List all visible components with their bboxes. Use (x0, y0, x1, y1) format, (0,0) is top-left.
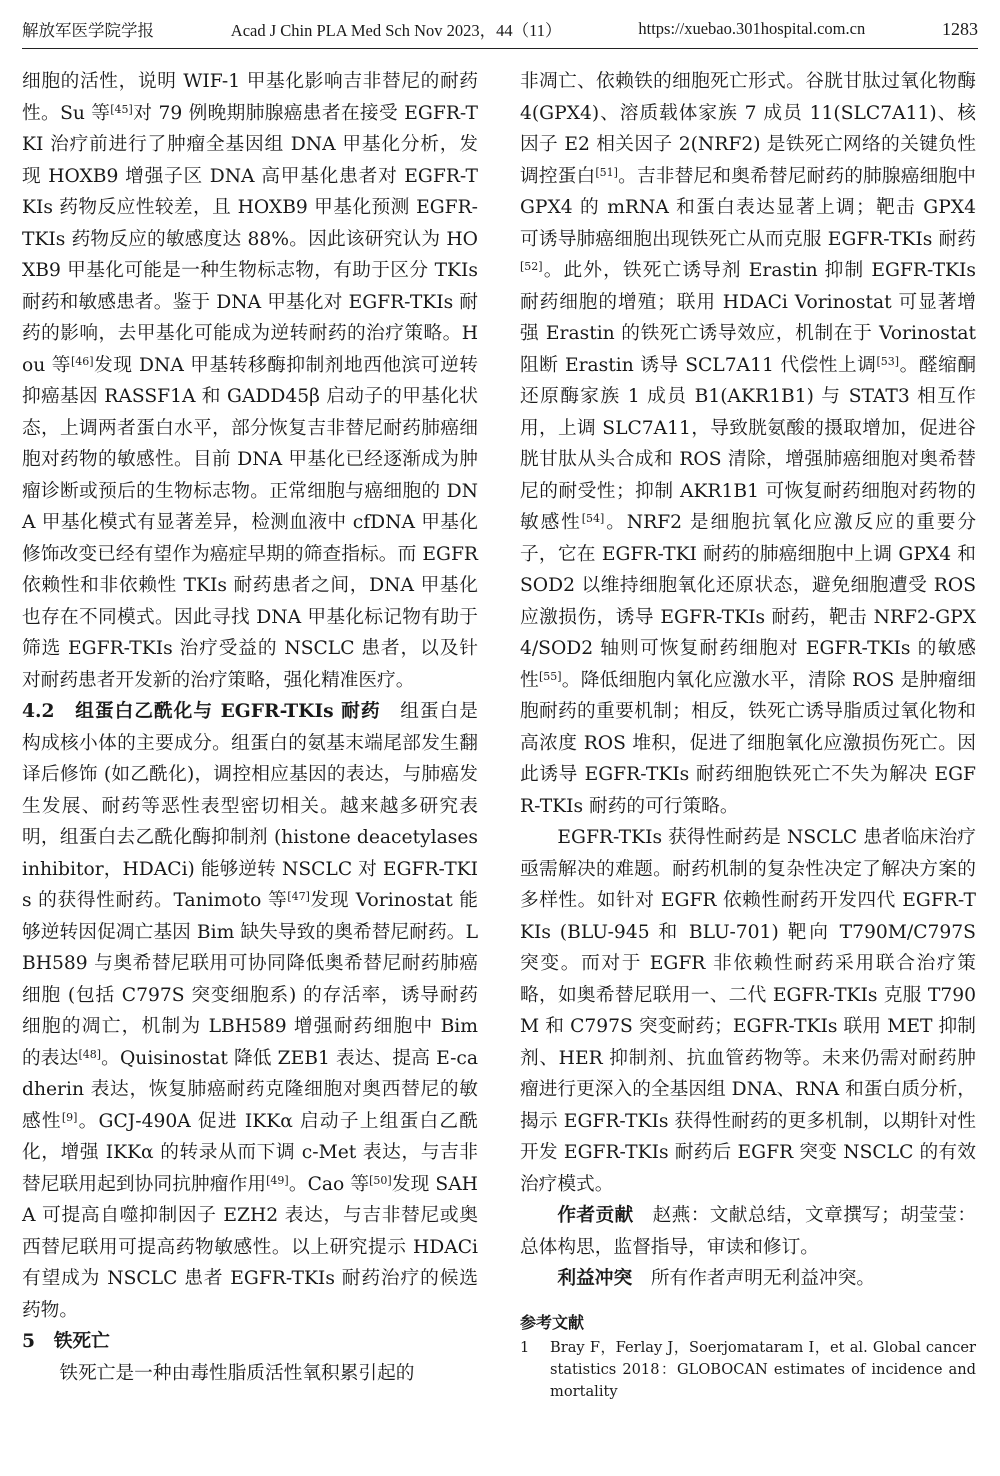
citation-45[interactable]: [45] (110, 102, 133, 116)
citation-46[interactable]: [46] (70, 354, 94, 368)
page-number: 1283 (942, 18, 978, 39)
citation-48[interactable]: [48] (78, 1047, 102, 1061)
journal-url[interactable]: https://xuebao.301hospital.com.cn (638, 19, 866, 38)
paragraph-conclusion: EGFR-TKIs 获得性耐药是 NSCLC 患者临床治疗亟需解决的难题。耐药机制的复杂性决定了解决方案的多样性。如针对 EGFR 依赖性耐药开发四代 EGFR-TKIs (BLU-945 和 BLU-701) 靶向 T790M/C797S 突变。而对于 EGFR 非依赖性耐药采用联合治疗策略，如奥希替尼联用一、二代 EGFR-TKIs 克服 T790M 和 C797S 突变耐药；EGFR-TKIs 联用 MET 抑制剂、HER 抑制剂、抗血管药物等。未来仍需对耐药肿瘤进行更深入的全基因组 DNA、RNA 和蛋白质分析，揭示 EGFR-TKIs 获得性耐药的更多机制，以期针对性开发 EGFR-TKIs 耐药后 EGFR 突变 NSCLC 的有效治疗模式。 (520, 827, 976, 1195)
citation-51[interactable]: [51] (595, 165, 618, 179)
contrib-label: 作者贡献 (557, 1204, 634, 1226)
conflict-label: 利益冲突 (557, 1267, 633, 1289)
section-title-4-2: 4.2 组蛋白乙酰化与 EGFR-TKIs 耐药 (22, 700, 381, 722)
header-rule (22, 48, 978, 49)
running-header (22, 14, 978, 44)
right-column (520, 66, 976, 1403)
paragraph-ferroptosis-cont: 非凋亡、依赖铁的细胞死亡形式。谷胱甘肽过氧化物酶 4(GPX4)、溶质载体家族 7 成员 11(SLC7A11)、核因子 E2 相关因子 2(NRF2) 是铁死亡网络的关键负性调控蛋白[51]。吉非替尼和奥希替尼耐药的肺腺癌细胞中 GPX4 的 mRNA 和蛋白表达显著上调；靶击 GPX4 可诱导肺癌细胞出现铁死亡从而克服 EGFR-TKIs 耐药[52]。此外，铁死亡诱导剂 Erastin 抑制 EGFR-TKIs 耐药细胞的增殖；联用 HDACi Vorinostat 可显著增强 Erastin 的铁死亡诱导效应，机制在于 Vorinostat 阻断 Erastin 诱导 SCL7A11 代偿性上调[53]。醛缩酮还原酶家族 1 成员 B1(AKR1B1) 与 STAT3 相互作用，上调 SLC7A11，导致胱氨酸的摄取增加，促进谷胱甘肽从头合成和 ROS 清除，增强肺癌细胞对奥希替尼的耐受性；抑制 AKR1B1 可恢复耐药细胞对药物的敏感性[54]。NRF2 是细胞抗氧化应激反应的重要分子，它在 EGFR-TKI 耐药的肺癌细胞中上调 GPX4 和 SOD2 以维持细胞氧化还原状态，避免细胞遭受 ROS 应激损伤，诱导 EGFR-TKIs 耐药，靶击 NRF2-GPX4/SOD2 轴则可恢复耐药细胞对 EGFR-TKIs 的敏感性[55]。降低细胞内氧化应激水平，清除 ROS 是肿瘤细胞耐药的重要机制；相反，铁死亡诱导脂质过氧化物和高浓度 ROS 堆积，促进了细胞氧化应激损伤死亡。因此诱导 EGFR-TKIs 耐药细胞铁死亡不失为解决 EGFR-TKIs 耐药的可行策略。 (520, 71, 977, 817)
citation-49[interactable]: [49] (266, 1173, 289, 1187)
reference-text: Bray F，Ferlay J，Soerjomataram I，et al. Global cancer statistics 2018：GLOBOCAN estimates of incidence and mortality (550, 1338, 976, 1400)
reference-item (520, 1337, 976, 1403)
left-column (22, 66, 478, 1389)
journal-name-cn: 解放军医学院学报 (22, 21, 154, 40)
section-title-5: 5 铁死亡 (22, 1330, 110, 1352)
reference-number: 1 (520, 1338, 530, 1356)
author-contributions: 作者贡献 赵燕：文献总结，文章撰写；胡莹莹：总体构思，监督指导，审读和修订。 (520, 1204, 977, 1258)
journal-citation: Acad J Chin PLA Med Sch Nov 2023，44（11） (230, 21, 562, 40)
paragraph-dna-methylation: 细胞的活性，说明 WIF-1 甲基化影响吉非替尼的耐药性。Su 等[45]对 79 例晚期肺腺癌患者在接受 EGFR-TKI 治疗前进行了肿瘤全基因组 DNA 甲基化分析，发现 HOXB9 增强子区 DNA 高甲基化患者对 EGFR-TKIs 药物反应性较差，且 HOXB9 甲基化预测 EGFR-TKIs 药物反应的敏感度达 88%。因此该研究认为 HOXB9 甲基化可能是一种生物标志物，有助于区分 TKIs 耐药和敏感患者。鉴于 DNA 甲基化对 EGFR-TKIs 耐药的影响，去甲基化可能成为逆转耐药的治疗策略。Hou 等[46]发现 DNA 甲基转移酶抑制剂地西他滨可逆转抑癌基因 RASSF1A 和 GADD45β 启动子的甲基化状态，上调两者蛋白水平，部分恢复吉非替尼耐药肺癌细胞对药物的敏感性。目前 DNA 甲基化已经逐渐成为肿瘤诊断或预后的生物标志物。正常细胞与癌细胞的 DNA 甲基化模式有显著差异，检测血液中 cfDNA 甲基化修饰改变已经有望作为癌症早期的筛查指标。而 EGFR 依赖性和非依赖性 TKIs 耐药患者之间，DNA 甲基化也存在不同模式。因此寻找 DNA 甲基化标记物有助于筛选 EGFR-TKIs 治疗受益的 NSCLC 患者，以及针对耐药患者开发新的治疗策略，强化精准医疗。 (22, 71, 478, 691)
citation-55[interactable]: [55] (538, 669, 562, 683)
section-4-2: 4.2 组蛋白乙酰化与 EGFR-TKIs 耐药 组蛋白是构成核小体的主要成分。组蛋白的氨基末端尾部发生翻译后修饰 (如乙酰化)，调控相应基因的表达，与肺癌发生发展、耐药等恶性表型密切相关。越来越多研究表明，组蛋白去乙酰化酶抑制剂 (histone deacetylases inhibitor，HDACi) 能够逆转 NSCLC 对 EGFR-TKIs 的获得性耐药。Tanimoto 等[47]发现 Vorinostat 能够逆转因促凋亡基因 Bim 缺失导致的奥希替尼耐药。LBH589 与奥希替尼联用可协同降低奥希替尼耐药肺癌细胞 (包括 C797S 突变细胞系) 的存活率，诱导耐药细胞的凋亡，机制为 LBH589 增强耐药细胞中 Bim 的表达[48]。Quisinostat 降低 ZEB1 表达、提高 E-cadherin 表达，恢复肺癌耐药克隆细胞对奥西替尼的敏感性[9]。GCJ-490A 促进 IKKα 启动子上组蛋白乙酰化，增强 IKKα 的转录从而下调 c-Met 表达，与吉非替尼联用起到协同抗肿瘤作用[49]。Cao 等[50]发现 SAHA 可提高自噬抑制因子 EZH2 表达，与吉非替尼或奥西替尼联用可提高药物敏感性。以上研究提示 HDACi 有望成为 NSCLC 患者 EGFR-TKIs 耐药治疗的候选药物。 (22, 700, 478, 1321)
citation-53[interactable]: [53] (876, 354, 900, 368)
citation-9[interactable]: [9] (61, 1110, 78, 1124)
citation-50[interactable]: [50] (369, 1173, 392, 1187)
references-title: 参考文献 (520, 1312, 585, 1332)
citation-52[interactable]: [52] (520, 260, 543, 273)
paragraph-ferroptosis-start: 铁死亡是一种由毒性脂质活性氧积累引起的 (59, 1362, 415, 1384)
citation-47[interactable]: [47] (287, 890, 310, 903)
conflict-of-interest: 利益冲突 所有作者声明无利益冲突。 (557, 1267, 876, 1289)
citation-54[interactable]: [54] (581, 512, 605, 525)
